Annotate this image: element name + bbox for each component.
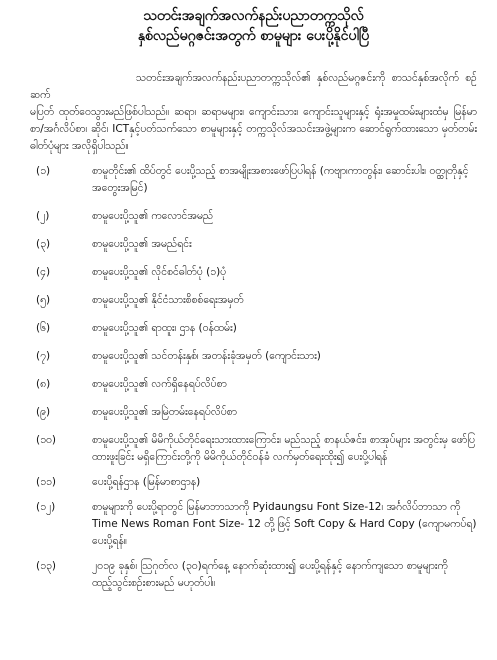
item-text: စာမူပေးပို့သူ၏ မိမိကိုယ်တိုင်ရေးသားထားကြောင်း၊ မည်သည့် စာနယ်ဇင်း၊ စာအုပ်များ အတွင်းမှ ဖော်ပြထားဖူးခြင်း မရှိကြောင်းတို့ကို မိမိကိုယ်တိုင်ဝန်ခံ လက်မှတ်ရေးထိုး၍ ပေးပို့ပါရန် bbox=[92, 434, 475, 463]
item-number: (၃) bbox=[36, 238, 51, 250]
item-text: စာမူပေးပို့သူ၏ ကလောင်အမည် bbox=[92, 210, 214, 222]
item-text: စာမူပေးပို့သူ၏ နိုင်ငံသားစိစစ်ရေးအမှတ် bbox=[92, 294, 244, 306]
list-item bbox=[30, 432, 477, 466]
list-item bbox=[30, 236, 477, 253]
title-line-1: သတင်းအချက်အလက်နည်းပညာတက္ကသိုလ် bbox=[143, 8, 364, 24]
item-number: (၁၀) bbox=[36, 434, 57, 446]
item-number: (၆) bbox=[36, 322, 51, 334]
list-item bbox=[30, 292, 477, 309]
intro-body: မပြတ် ထုတ်ဝေသွားမည်ဖြစ်ပါသည်။ ဆရာ၊ ဆရာမများ၊ ကျောင်းသား၊ ကျောင်းသူများနှင့် ရုံးအမှုထမ်းများထံမှ မြန်မာစာ/အင်္ဂလိပ်စာ၊ ဆိုင်၊ ICTနှင့်ပတ်သက်သော စာမူများနှင့် တက္ကသိုလ်အသင်းအဖွဲ့များက ဆောင်ရွက်ထားသော မှတ်တမ်းဓါတ်ပုံများ အလိုရှိပါသည်။ bbox=[30, 106, 477, 152]
list-item bbox=[30, 474, 477, 491]
list-item bbox=[30, 320, 477, 337]
item-text: စာမူပေးပို့သူ၏ သင်တန်းနှစ်၊ အတန်းခုံအမှတ် (ကျောင်းသား) bbox=[92, 350, 321, 362]
item-number: (၇) bbox=[36, 350, 51, 362]
item-text: စာမူပေးပို့သူ၏ ရာထူး၊ ဌာန (ဝန်ထမ်း) bbox=[92, 322, 237, 334]
item-text: စာမူတိုင်း၏ ထိပ်တွင် ပေးပို့သည့် စာအမျိုးအစားဖော်ပြပါရန် (ကဗျာ၊ကာတွန်း၊ ဆောင်းပါး၊ ဝတ္ထုတိုနှင့်အတွေးအမြင်) bbox=[92, 165, 469, 194]
list-item bbox=[30, 163, 477, 197]
item-text: ၂၀၁၉ ခုနှစ်၊ ဩဂုတ်လ (၃၀)ရက်နေ့ နောက်ဆုံးထား၍ ပေးပို့ရန်နှင့် နောက်ကျသော စာမူများကို ထည့်သွင်းစဉ်းစားမည် မဟုတ်ပါ။ bbox=[92, 560, 448, 589]
item-text: စာမူပေးပို့သူ၏ လက်ရှိနေရပ်လိပ်စာ bbox=[92, 378, 227, 390]
item-number: (၁၂) bbox=[36, 501, 56, 513]
title-line-2: နှစ်လည်မဂ္ဂဇင်းအတွက် စာမူများ ပေးပို့နိုင်ပါပြီ bbox=[137, 28, 370, 44]
list-item bbox=[30, 376, 477, 393]
item-number: (၂) bbox=[36, 210, 50, 222]
announcement-title bbox=[30, 6, 477, 46]
list-item bbox=[30, 499, 477, 550]
item-text: စာမူပေးပို့သူ၏ လိုင်စင်ဓါတ်ပုံ (၁)ပုံ bbox=[92, 266, 227, 278]
item-number: (၁) bbox=[36, 165, 51, 177]
item-text: ပေးပို့ရန်ဌာန (မြန်မာစာဌာန) bbox=[92, 476, 201, 488]
requirements-list bbox=[30, 163, 477, 592]
list-item bbox=[30, 208, 477, 225]
item-number: (၁၁) bbox=[36, 476, 57, 488]
item-text: စာမူများကို ပေးပို့ရာတွင် မြန်မာဘာသာကို Pyidaungsu Font Size-12၊ အင်္ဂလိပ်ဘာသာ ကို Time News Roman Font Size- 12 တို့ဖြင့် Soft Copy & Hard Copy (ကျောမကပ်ရ) ပေးပို့ရန်။ bbox=[92, 501, 477, 547]
list-item bbox=[30, 264, 477, 281]
item-text: စာမူပေးပို့သူ၏ အမည်ရင်း bbox=[92, 238, 192, 250]
list-item bbox=[30, 558, 477, 592]
list-item bbox=[30, 348, 477, 365]
item-number: (၅) bbox=[36, 294, 51, 306]
intro-paragraph bbox=[30, 70, 477, 155]
item-number: (၄) bbox=[36, 266, 51, 278]
item-number: (၁၃) bbox=[36, 560, 57, 572]
intro-first-line: သတင်းအချက်အလက်နည်းပညာတက္ကသိုလ်၏ နှစ်လည်မဂ္ဂဇင်းကို စာသင်နှစ်အလိုက် စဉ်ဆက် bbox=[30, 72, 477, 101]
list-item bbox=[30, 404, 477, 421]
item-text: စာမူပေးပို့သူ၏ အမြဲတမ်းနေရပ်လိပ်စာ bbox=[92, 406, 237, 418]
item-number: (၈) bbox=[36, 378, 51, 390]
item-number: (၉) bbox=[36, 406, 51, 418]
